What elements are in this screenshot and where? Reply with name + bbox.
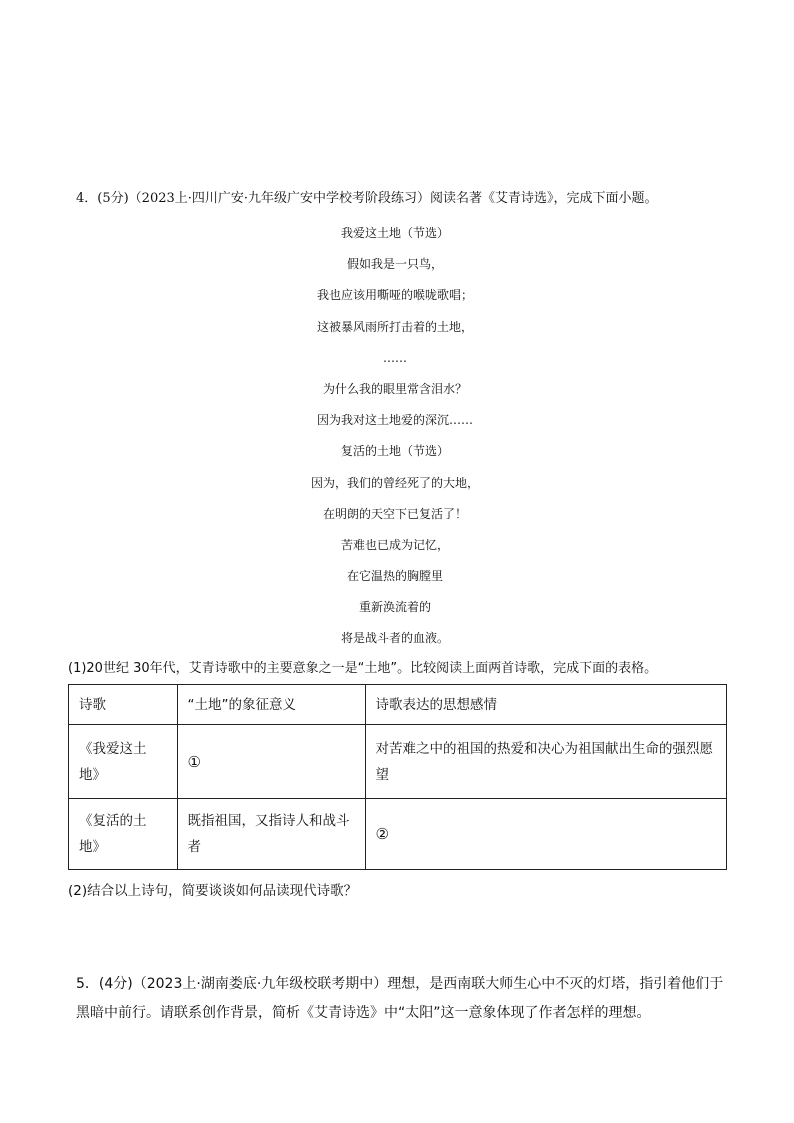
table-row — [69, 725, 727, 799]
table-cell: 对苦难之中的祖国的热爱和决心为祖国献出生命的强烈愿望 — [365, 725, 727, 799]
question-5-line: 黑暗中前行。请联系创作背景，简析《艾青诗选》中“太阳”这一意象体现了作者怎样的理想。 — [76, 1005, 651, 1021]
table-cell: 《我爱这土地》 — [69, 725, 178, 799]
table-header-row — [69, 685, 727, 725]
poem-title-2: 复活的土地（节选） — [340, 444, 449, 459]
poem-line: 因为，我们的曾经死了的大地， — [310, 475, 479, 490]
poem-excerpt — [250, 218, 540, 655]
table-cell: 既指祖国，又指诗人和战斗者 — [177, 799, 365, 870]
poem-title-1: 我爱这土地（节选） — [340, 226, 449, 240]
table-header-cell: “土地”的象征意义 — [177, 685, 365, 725]
poem-line: 在明朗的天空下已复活了！ — [322, 506, 467, 521]
comparison-table — [68, 684, 727, 870]
table-row — [69, 799, 727, 870]
question-5-line: 5．(4分)（2023上·湖南娄底·九年级校联考期中）理想，是西南联大师生心中不灭的灯塔，指引着他们于 — [76, 976, 724, 992]
poem-line: 将是战斗者的血液。 — [340, 631, 449, 646]
answer-blank-1: ① — [177, 725, 365, 799]
table-cell: 《复活的土地》 — [69, 799, 178, 870]
poem-line: 苦难也已成为记忆， — [340, 537, 449, 552]
question-5 — [76, 970, 728, 1028]
poem-line: 因为我对这土地爱的深沉…… — [316, 413, 473, 428]
poem-line: 重新涣流着的 — [358, 600, 431, 615]
poem-line: 为什么我的眼里常含泪水？ — [322, 381, 467, 396]
answer-blank-2: ② — [365, 799, 727, 870]
poem-line: 假如我是一只鸟， — [346, 257, 443, 272]
sub-question-1: (1)20世纪 30年代，艾青诗歌中的主要意象之一是“土地”。比较阅读上面两首诗歌，完成下面的表格。 — [68, 661, 658, 676]
poem-line: 我也应该用嘶哑的喉咙歌唱； — [316, 288, 473, 303]
table-header-cell: 诗歌 — [69, 685, 178, 725]
table-header-cell: 诗歌表达的思想感情 — [365, 685, 727, 725]
poem-line: 这被暴风雨所打击着的土地， — [316, 319, 473, 334]
question-4-header: 4．(5分)（2023上·四川广安·九年级广安中学校考阶段练习）阅读名著《艾青诗选》，完成下面小题。 — [76, 191, 658, 206]
poem-ellipsis: …… — [383, 350, 407, 365]
sub-question-2: (2)结合以上诗句，简要谈谈如何品读现代诗歌？ — [68, 883, 358, 899]
poem-line: 在它温热的胸膛里 — [346, 569, 443, 584]
